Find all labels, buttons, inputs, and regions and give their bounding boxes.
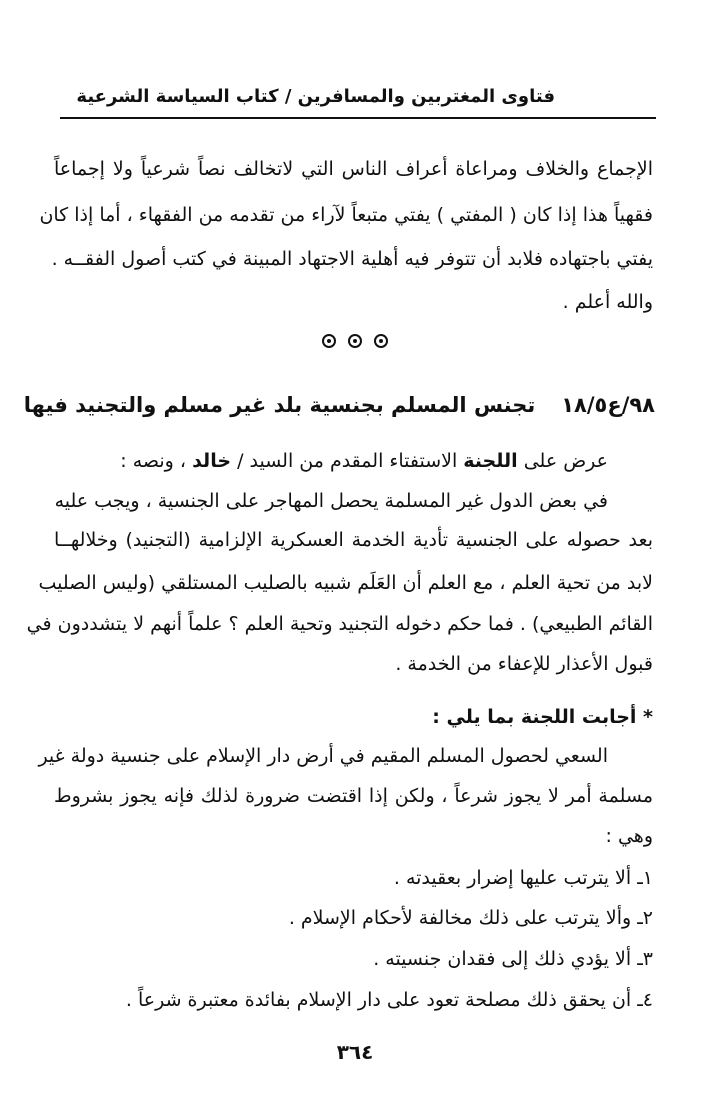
questioner-name: خالد: [192, 450, 232, 472]
flower-ornament-icon: [348, 334, 362, 348]
header-rule: [60, 117, 656, 119]
intro-line-1: الإجماع والخلاف ومراعاة أعراف الناس التي لاتخالف نصاً شرعياً ولا إجماعاً: [54, 158, 653, 180]
answer-line-1: السعي لحصول المسلم المقيم في أرض دار الإسلام على جنسية دولة غير: [38, 745, 608, 767]
answer-line-3: وهي :: [605, 825, 653, 847]
question-line-5: قبول الأعذار للإعفاء من الخدمة .: [395, 653, 653, 675]
section-separator: [322, 334, 388, 348]
answer-line-2: مسلمة أمر لا يجوز شرعاً ، ولكن إذا اقتضت ضرورة لذلك فإنه يجوز بشروط: [54, 785, 653, 807]
fatwa-title: تجنس المسلم بجنسية بلد غير مسلم والتجنيد فيها: [23, 393, 536, 417]
section-heading: [24, 393, 655, 417]
condition-item-2: ٢ـ وألا يترتب على ذلك مخالفة لأحكام الإسلام .: [288, 907, 653, 929]
flower-ornament-icon: [322, 334, 336, 348]
closing-line: والله أعلم .: [562, 291, 653, 313]
fatwa-number: ٩٨/ع١٨/٥: [561, 393, 655, 417]
question-intro-end: ، ونصه :: [120, 450, 187, 472]
question-line-3: لابد من تحية العلم ، مع العلم أن العَلَم شبيه بالصليب المستلقي (وليس الصليب: [38, 572, 653, 594]
running-header: فتاوى المغتربين والمسافرين / كتاب السياسة الشرعية: [76, 86, 555, 107]
question-intro-start: عرض على: [523, 450, 608, 472]
condition-item-1: ١ـ ألا يترتب عليها إضرار بعقيدته .: [393, 867, 653, 889]
question-line-4: القائم الطبيعي) . فما حكم دخوله التجنيد وتحية العلم ؟ علماً أنهم لا يتشددون في: [26, 613, 653, 635]
condition-item-4: ٤ـ أن يحقق ذلك مصلحة تعود على دار الإسلام بفائدة معتبرة شرعاً .: [125, 989, 653, 1011]
question-intro: [120, 449, 608, 473]
intro-line-2: فقهياً هذا إذا كان ( المفتي ) يفتي متبعاً لآراء من تقدمه من الفقهاء ، أما إذا كان: [39, 204, 653, 226]
question-line-1: في بعض الدول غير المسلمة يحصل المهاجر على الجنسية ، ويجب عليه: [54, 490, 608, 512]
intro-line-3: يفتي باجتهاده فلابد أن تتوفر فيه أهلية الاجتهاد المبينة في كتب أصول الفقــه .: [51, 248, 653, 270]
committee-name: اللجنة: [463, 450, 518, 472]
answer-heading: * أجابت اللجنة بما يلي :: [432, 706, 653, 728]
flower-ornament-icon: [374, 334, 388, 348]
page-number: ٣٦٤: [336, 1040, 374, 1064]
question-intro-middle: الاستفتاء المقدم من السيد /: [237, 450, 458, 472]
question-line-2: بعد حصوله على الجنسية تأدية الخدمة العسكرية الإلزامية (التجنيد) وخلالهــا: [54, 529, 653, 551]
condition-item-3: ٣ـ ألا يؤدي ذلك إلى فقدان جنسيته .: [373, 948, 653, 970]
